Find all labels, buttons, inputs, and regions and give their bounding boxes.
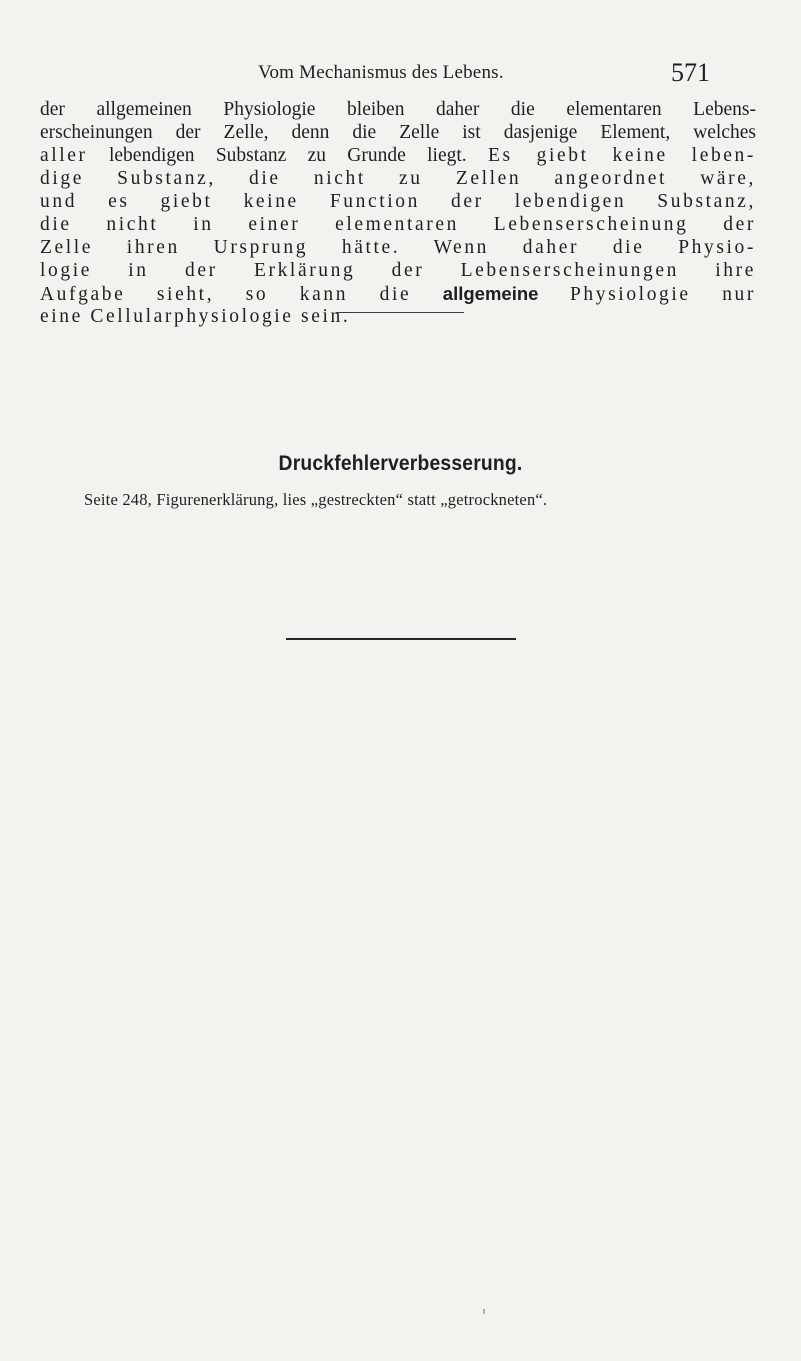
text-line <box>40 98 756 121</box>
spaced-text: Es giebt keine leben- <box>487 145 756 166</box>
spaced-text: Physiologie nur <box>538 284 756 305</box>
spaced-text: Zelle ihren Ursprung hätte. Wenn daher die Physio- <box>40 237 756 258</box>
text-line <box>40 305 756 328</box>
text-line <box>40 236 756 259</box>
text-line <box>40 121 756 144</box>
emphasis-word: allgemeine <box>442 283 539 304</box>
spaced-text: die nicht in einer elementaren Lebenserscheinung der <box>40 214 756 235</box>
spaced-text: Aufgabe sieht, so kann die <box>40 284 443 305</box>
errata-heading: Druckfehlerverbesserung. <box>278 452 523 475</box>
errata-text: Seite 248, Figurenerklärung, lies „gestreckten“ statt „getrockneten“. <box>84 490 548 509</box>
spaced-text: eine Cellularphysiologie sein. <box>40 306 351 327</box>
text-line <box>40 259 756 282</box>
text-segment: lebendigen Substanz zu Grunde liegt. <box>87 145 488 166</box>
text-line <box>40 213 756 236</box>
spaced-text: logie in der Erklärung der Lebenserscheinungen ihre <box>40 260 756 281</box>
running-head <box>0 58 801 88</box>
text-segment: der allgemeinen Physiologie bleiben daher die elementaren Lebens- <box>40 99 756 120</box>
paper-speck <box>483 1309 485 1314</box>
body-paragraph <box>40 98 756 328</box>
spaced-text: aller <box>40 145 88 166</box>
spaced-text: und es giebt keine Function der lebendigen Substanz, <box>40 191 756 212</box>
text-line <box>40 167 756 190</box>
section-divider <box>336 312 464 313</box>
end-rule <box>286 638 516 640</box>
text-line <box>40 144 756 167</box>
text-segment: erscheinungen der Zelle, denn die Zelle ist dasjenige Element, welches <box>40 122 756 143</box>
spaced-text: dige Substanz, die nicht zu Zellen angeordnet wäre, <box>40 168 756 189</box>
text-line <box>40 190 756 213</box>
page-number: 571 <box>671 58 710 87</box>
running-title: Vom Mechanismus des Lebens. <box>258 62 504 83</box>
text-line <box>40 282 756 305</box>
